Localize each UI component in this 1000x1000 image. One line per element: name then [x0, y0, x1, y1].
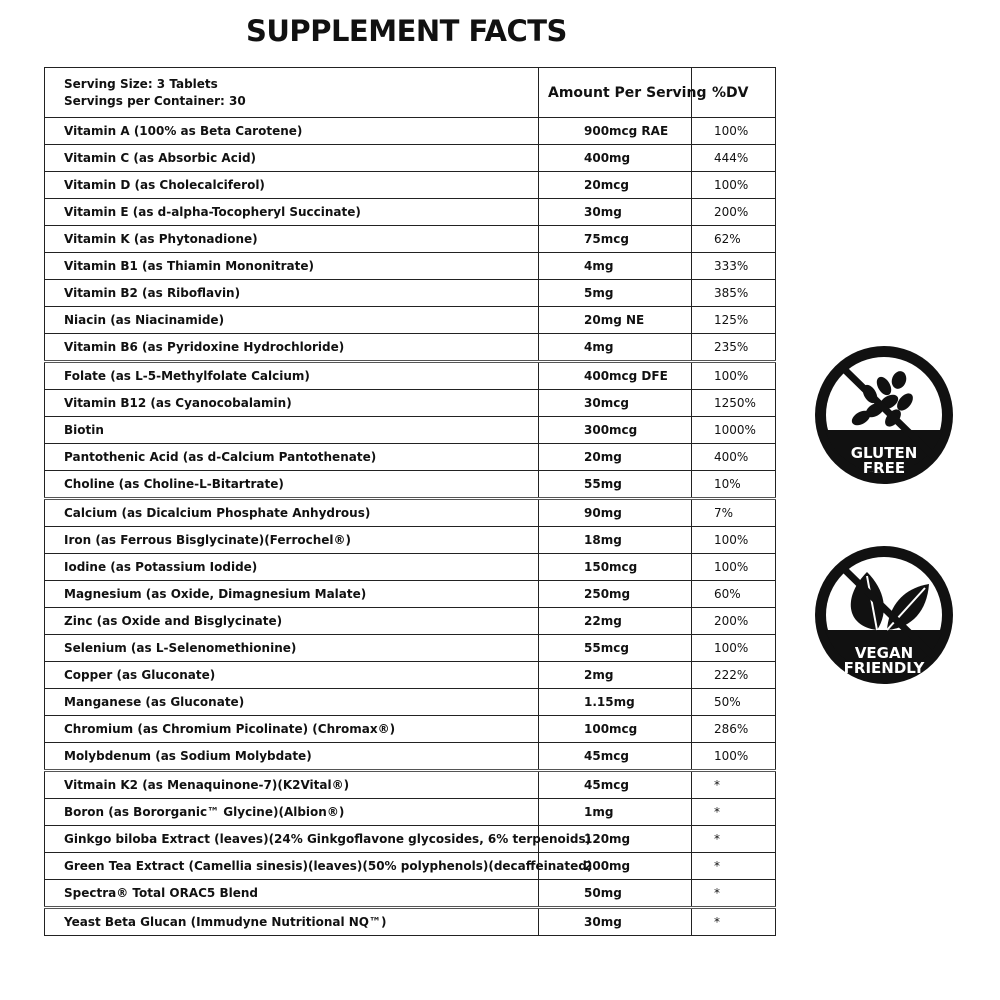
nutrient-amount: 22mg	[539, 608, 692, 635]
nutrient-name: Vitamin K (as Phytonadione)	[45, 226, 539, 253]
nutrient-name: Vitmain K2 (as Menaquinone-7)(K2Vital®)	[45, 771, 539, 799]
nutrient-name: Magnesium (as Oxide, Dimagnesium Malate)	[45, 581, 539, 608]
nutrient-amount: 20mcg	[539, 172, 692, 199]
nutrient-amount: 4mg	[539, 334, 692, 362]
nutrient-name: Vitamin B6 (as Pyridoxine Hydrochloride)	[45, 334, 539, 362]
serving-info-cell	[45, 68, 539, 118]
nutrient-dv: 100%	[692, 635, 776, 662]
nutrient-dv: 222%	[692, 662, 776, 689]
vegan-friendly-label: VEGAN FRIENDLY	[843, 644, 925, 677]
nutrient-name: Boron (as Bororganic™ Glycine)(Albion®)	[45, 799, 539, 826]
table-row	[45, 662, 776, 689]
nutrient-name: Vitamin C (as Absorbic Acid)	[45, 145, 539, 172]
nutrient-name: Vitamin B1 (as Thiamin Mononitrate)	[45, 253, 539, 280]
nutrient-name: Green Tea Extract (Camellia sinesis)(leaves)(50% polyphenols)(decaffeinated)	[45, 853, 539, 880]
table-row	[45, 908, 776, 936]
table-row	[45, 118, 776, 145]
nutrient-amount: 75mcg	[539, 226, 692, 253]
amount-header: Amount Per Serving	[539, 68, 692, 118]
nutrient-name: Folate (as L-5-Methylfolate Calcium)	[45, 362, 539, 390]
dv-header: %DV	[692, 68, 776, 118]
nutrient-amount: 55mg	[539, 471, 692, 499]
nutrient-dv: 100%	[692, 743, 776, 771]
nutrient-name: Vitamin D (as Cholecalciferol)	[45, 172, 539, 199]
nutrient-amount: 5mg	[539, 280, 692, 307]
nutrient-amount: 300mcg	[539, 417, 692, 444]
nutrient-dv: 100%	[692, 172, 776, 199]
table-row	[45, 390, 776, 417]
nutrient-amount: 900mcg RAE	[539, 118, 692, 145]
table-row	[45, 853, 776, 880]
nutrient-amount: 120mg	[539, 826, 692, 853]
table-row	[45, 880, 776, 908]
table-row	[45, 280, 776, 307]
nutrient-name: Vitamin E (as d-alpha-Tocopheryl Succinate)	[45, 199, 539, 226]
serving-size: Serving Size: 3 Tablets	[64, 76, 218, 91]
nutrient-dv: 444%	[692, 145, 776, 172]
table-row	[45, 716, 776, 743]
nutrient-dv: 62%	[692, 226, 776, 253]
table-row	[45, 499, 776, 527]
nutrient-dv: 50%	[692, 689, 776, 716]
table-row	[45, 307, 776, 334]
nutrient-amount: 30mg	[539, 199, 692, 226]
nutrient-dv: 100%	[692, 362, 776, 390]
table-row	[45, 608, 776, 635]
nutrient-amount: 18mg	[539, 527, 692, 554]
vegan-friendly-badge	[815, 546, 953, 684]
table-row	[45, 334, 776, 362]
table-row	[45, 417, 776, 444]
table-header-row	[45, 68, 776, 118]
nutrient-name: Manganese (as Gluconate)	[45, 689, 539, 716]
table-row	[45, 253, 776, 280]
nutrient-dv: *	[692, 771, 776, 799]
gluten-free-label: GLUTEN FREE	[850, 444, 918, 477]
nutrient-dv: 60%	[692, 581, 776, 608]
nutrient-name: Iron (as Ferrous Bisglycinate)(Ferrochel®)	[45, 527, 539, 554]
nutrient-amount: 30mcg	[539, 390, 692, 417]
nutrient-name: Vitamin B2 (as Riboflavin)	[45, 280, 539, 307]
table-row	[45, 527, 776, 554]
nutrient-name: Iodine (as Potassium Iodide)	[45, 554, 539, 581]
nutrient-amount: 45mcg	[539, 771, 692, 799]
nutrient-name: Calcium (as Dicalcium Phosphate Anhydrous)	[45, 499, 539, 527]
gluten-free-badge	[815, 346, 953, 484]
nutrient-dv: 125%	[692, 307, 776, 334]
nutrient-name: Spectra® Total ORAC5 Blend	[45, 880, 539, 908]
nutrient-dv: 100%	[692, 527, 776, 554]
table-row	[45, 444, 776, 471]
nutrient-amount: 400mcg DFE	[539, 362, 692, 390]
nutrient-dv: 1250%	[692, 390, 776, 417]
nutrient-name: Copper (as Gluconate)	[45, 662, 539, 689]
nutrient-amount: 30mg	[539, 908, 692, 936]
nutrient-name: Vitamin B12 (as Cyanocobalamin)	[45, 390, 539, 417]
nutrient-amount: 20mg NE	[539, 307, 692, 334]
table-row	[45, 226, 776, 253]
nutrient-dv: *	[692, 826, 776, 853]
nutrient-amount: 2mg	[539, 662, 692, 689]
table-row	[45, 826, 776, 853]
nutrient-dv: 1000%	[692, 417, 776, 444]
table-row	[45, 581, 776, 608]
nutrient-name: Molybdenum (as Sodium Molybdate)	[45, 743, 539, 771]
nutrient-amount: 200mg	[539, 853, 692, 880]
table-row	[45, 771, 776, 799]
nutrient-amount: 1mg	[539, 799, 692, 826]
table-row	[45, 362, 776, 390]
table-row	[45, 199, 776, 226]
nutrient-dv: *	[692, 880, 776, 908]
nutrient-dv: 100%	[692, 554, 776, 581]
table-row	[45, 471, 776, 499]
nutrient-name: Zinc (as Oxide and Bisglycinate)	[45, 608, 539, 635]
nutrient-dv: 333%	[692, 253, 776, 280]
table-row	[45, 172, 776, 199]
nutrient-name: Chromium (as Chromium Picolinate) (Chromax®)	[45, 716, 539, 743]
nutrient-dv: 385%	[692, 280, 776, 307]
nutrient-name: Ginkgo biloba Extract (leaves)(24% Ginkgoflavone glycosides, 6% terpenoids)	[45, 826, 539, 853]
servings-per-container: Servings per Container: 30	[64, 93, 246, 108]
nutrient-amount: 20mg	[539, 444, 692, 471]
nutrient-name: Pantothenic Acid (as d-Calcium Pantothenate)	[45, 444, 539, 471]
nutrient-amount: 400mg	[539, 145, 692, 172]
nutrient-name: Vitamin A (100% as Beta Carotene)	[45, 118, 539, 145]
nutrient-amount: 45mcg	[539, 743, 692, 771]
nutrient-dv: 400%	[692, 444, 776, 471]
nutrient-amount: 250mg	[539, 581, 692, 608]
nutrient-dv: *	[692, 799, 776, 826]
nutrient-name: Niacin (as Niacinamide)	[45, 307, 539, 334]
page-title: SUPPLEMENT FACTS	[246, 14, 567, 48]
nutrient-amount: 90mg	[539, 499, 692, 527]
nutrient-amount: 100mcg	[539, 716, 692, 743]
nutrient-amount: 150mcg	[539, 554, 692, 581]
nutrient-dv: 100%	[692, 118, 776, 145]
nutrient-amount: 4mg	[539, 253, 692, 280]
nutrient-dv: *	[692, 908, 776, 936]
nutrient-dv: 200%	[692, 608, 776, 635]
nutrient-name: Yeast Beta Glucan (Immudyne Nutritional NQ™)	[45, 908, 539, 936]
nutrient-amount: 55mcg	[539, 635, 692, 662]
nutrient-amount: 1.15mg	[539, 689, 692, 716]
nutrient-dv: 200%	[692, 199, 776, 226]
supplement-facts-table	[44, 67, 776, 936]
nutrient-name: Choline (as Choline-L-Bitartrate)	[45, 471, 539, 499]
table-row	[45, 689, 776, 716]
table-row	[45, 799, 776, 826]
nutrient-dv: 235%	[692, 334, 776, 362]
table-row	[45, 743, 776, 771]
nutrient-amount: 50mg	[539, 880, 692, 908]
nutrient-dv: 10%	[692, 471, 776, 499]
table-row	[45, 145, 776, 172]
table-row	[45, 554, 776, 581]
nutrient-dv: 7%	[692, 499, 776, 527]
table-row	[45, 635, 776, 662]
nutrient-dv: *	[692, 853, 776, 880]
nutrient-dv: 286%	[692, 716, 776, 743]
nutrient-name: Selenium (as L-Selenomethionine)	[45, 635, 539, 662]
nutrient-name: Biotin	[45, 417, 539, 444]
